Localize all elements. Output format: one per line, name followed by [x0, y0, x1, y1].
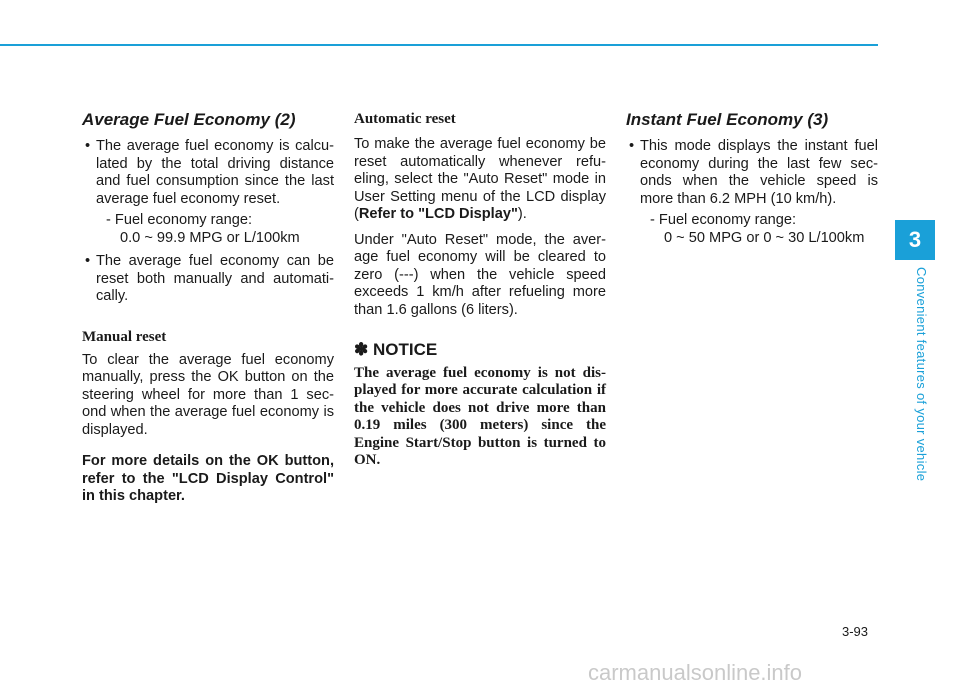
top-rule [0, 44, 878, 46]
bullet-text: The average fuel economy is calcu-lated by the total driving distance and fuel consumption since the last average fuel economy reset. [96, 138, 334, 207]
heading-automatic-reset: Automatic reset [354, 111, 456, 127]
notice-text: The average fuel economy is not dis-played for more accurate calculation if the vehicle does not drive more than 0.19 miles (300 meters) since the Engine Start/Stop button is turned to ON. [354, 364, 606, 468]
heading-manual-reset: Manual reset [82, 328, 167, 345]
notice-heading: ✽ NOTICE [354, 340, 438, 359]
fuel-range [96, 212, 334, 247]
auto-text-end: ). [517, 206, 527, 222]
page-number: 3-93 [842, 624, 869, 639]
bullet-text: The average fuel economy can be reset both manually and automati-cally. [96, 253, 334, 304]
fuel-range-label: - Fuel economy range: [106, 212, 253, 228]
bullet-list [82, 138, 334, 306]
heading-average-fuel-economy: Average Fuel Economy (2) [82, 110, 296, 129]
manual-reset-text: To clear the average fuel economy manually, press the OK button on the steering wheel for more than 1 sec-ond when the average fuel economy is displayed. [82, 351, 334, 438]
watermark: carmanualsonline.info [588, 660, 803, 685]
column-2 [354, 110, 606, 470]
column-3 [626, 110, 878, 255]
lcd-display-reference: Refer to "LCD Display" [358, 206, 518, 222]
list-item [82, 253, 334, 306]
ok-button-note: For more details on the OK button, refer to the "LCD Display Control" in this chapter. [82, 453, 334, 504]
list-item [626, 138, 878, 247]
column-1 [82, 110, 334, 514]
auto-reset-mode-text: Under "Auto Reset" mode, the aver-age fuel economy will be cleared to zero (---) when the vehicle speed exceeds 1 km/h after refueling more than 1.6 gallons (6 liters). [354, 231, 606, 318]
automatic-reset-text [354, 136, 606, 224]
auto-text: To make the average fuel economy be reset automatically whenever refu-eling, select the "Auto Reset" mode in User Setting menu of the LCD display ( [354, 136, 606, 222]
bullet-text: This mode displays the instant fuel economy during the last few sec-onds when the vehicle speed is more than 6.2 MPH (10 km/h). [640, 138, 878, 207]
fuel-range-label: - Fuel economy range: [650, 212, 797, 228]
chapter-tab: 3 [895, 220, 935, 260]
chapter-title: Convenient features of your vehicle [914, 267, 929, 482]
list-item [82, 138, 334, 247]
fuel-range-value: 0 ~ 50 MPG or 0 ~ 30 L/100km [664, 229, 865, 246]
fuel-range-value: 0.0 ~ 99.9 MPG or L/100km [120, 229, 300, 246]
fuel-range [640, 212, 878, 247]
heading-instant-fuel-economy: Instant Fuel Economy (3) [626, 110, 829, 129]
bullet-list [626, 138, 878, 247]
